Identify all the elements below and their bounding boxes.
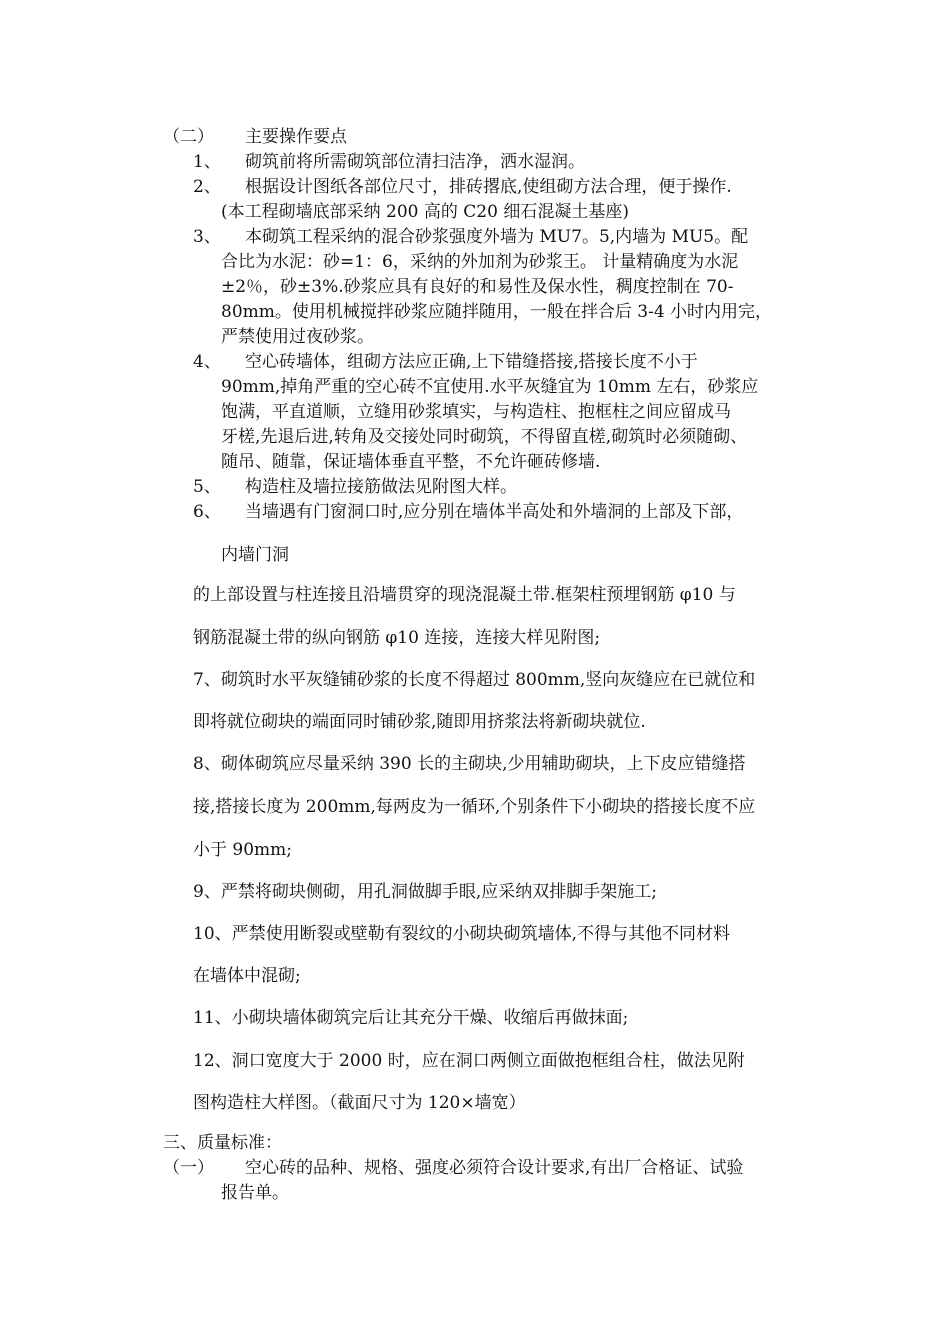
paragraph-line: 8、砌体砌筑应尽量采纳 390 长的主砌块,少用辅助砌块，上下皮应错缝搭 <box>193 754 746 774</box>
item-number: 6、 <box>193 502 221 522</box>
item-text-line: 本砌筑工程采纳的混合砂浆强度外墙为 MU7。5,内墙为 MU5。配 <box>245 227 749 247</box>
item-text-line: 严禁使用过夜砂浆。 <box>221 327 374 347</box>
paragraph-line: 10、严禁使用断裂或壁勒有裂纹的小砌块砌筑墙体,不得与其他不同材料 <box>193 924 731 944</box>
item-text-line: 根据设计图纸各部位尺寸，排砖撂底,使组砌方法合理，便于操作. <box>245 177 732 197</box>
paragraph-line: 9、严禁将砌块侧砌，用孔洞做脚手眼,应采纳双排脚手架施工; <box>193 882 657 902</box>
item-text-line: 空心砖墙体，组砌方法应正确,上下错缝搭接,搭接长度不小于 <box>245 352 698 372</box>
section-number: （二） <box>163 127 214 147</box>
section-title: 主要操作要点 <box>245 127 347 147</box>
paragraph-line: 11、小砌块墙体砌筑完后让其充分干燥、收缩后再做抹面; <box>193 1008 629 1028</box>
paragraph-line: 小于 90mm; <box>193 840 293 860</box>
item-text-line: 饱满，平直道顺，立缝用砂浆填实，与构造柱、抱框柱之间应留成马 <box>221 402 731 422</box>
subsection-number: （一） <box>163 1158 214 1178</box>
paragraph-line: 钢筋混凝土带的纵向钢筋 φ10 连接，连接大样见附图; <box>193 628 601 648</box>
paragraph-line: 在墙体中混砌; <box>193 966 301 986</box>
paragraph-line: 图构造柱大样图。（截面尺寸为 120×墙宽） <box>193 1093 526 1113</box>
item-text-line: ±2％，砂±3%.砂浆应具有良好的和易性及保水性，稠度控制在 70- <box>221 277 734 297</box>
item-text-line: 当墙遇有门窗洞口时,应分别在墙体半高处和外墙洞的上部及下部， <box>245 502 744 522</box>
item-text-line: 牙槎,先退后进,转角及交接处同时砌筑，不得留直槎,砌筑时必须随砌、 <box>221 427 748 447</box>
item-text-line: (本工程砌墙底部采纳 200 高的 C20 细石混凝土基座) <box>221 202 629 222</box>
paragraph-line: 即将就位砌块的端面同时铺砂浆,随即用挤浆法将新砌块就位. <box>193 712 646 732</box>
item-text-line: 合比为水泥：砂=1：6，采纳的外加剂为砂浆王。 计量精确度为水泥 <box>221 252 739 272</box>
paragraph-line: 的上部设置与柱连接且沿墙贯穿的现浇混凝土带.框架柱预埋钢筋 φ10 与 <box>193 585 736 605</box>
paragraph-line: 内墙门洞 <box>221 545 289 565</box>
section-title: 三、质量标准： <box>163 1133 282 1153</box>
item-number: 2、 <box>193 177 221 197</box>
item-number: 4、 <box>193 352 221 372</box>
item-text-line: 80mm。使用机械搅拌砂浆应随拌随用，一般在拌合后 3-4 小时内用完， <box>221 302 773 322</box>
item-text-line: 砌筑前将所需砌筑部位清扫洁净，洒水湿润。 <box>245 152 585 172</box>
paragraph-line: 12、洞口宽度大于 2000 时，应在洞口两侧立面做抱框组合柱，做法见附 <box>193 1051 745 1071</box>
item-text-line: 构造柱及墙拉接筋做法见附图大样。 <box>245 477 517 497</box>
item-number: 1、 <box>193 152 221 172</box>
item-number: 5、 <box>193 477 221 497</box>
paragraph-line: 接,搭接长度为 200mm,每两皮为一循环,个别条件下小砌块的搭接长度不应 <box>193 797 756 817</box>
paragraph-line: 7、砌筑时水平灰缝铺砂浆的长度不得超过 800mm,竖向灰缝应在已就位和 <box>193 670 756 690</box>
item-number: 3、 <box>193 227 221 247</box>
item-text-line: 随吊、随靠，保证墙体垂直平整，不允许砸砖修墙. <box>221 452 601 472</box>
subsection-text-line: 空心砖的品种、规格、强度必须符合设计要求,有出厂合格证、试验 <box>245 1158 744 1178</box>
subsection-text-line: 报告单。 <box>221 1183 289 1203</box>
item-text-line: 90mm,掉角严重的空心砖不宜使用.水平灰缝宜为 10mm 左右，砂浆应 <box>221 377 759 397</box>
